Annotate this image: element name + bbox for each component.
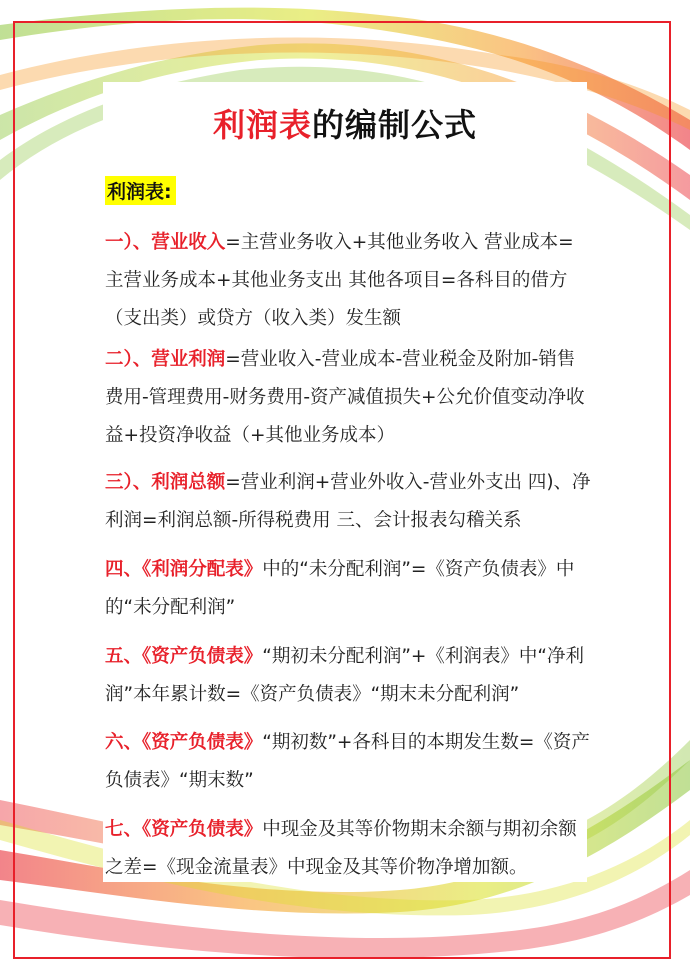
formula-heading: 三）、利润总额 <box>105 472 226 493</box>
formula-heading: 六、《资产负债表》 <box>105 732 263 753</box>
section-label: 利润表: <box>105 176 176 205</box>
formula-text: =营业利润+营业外收入-营业外支出 四)、净利润=利润总额-所得税费用 三、会计报表勾稽关系 <box>105 472 591 531</box>
page-title <box>0 100 690 146</box>
formula-item-6 <box>105 724 591 800</box>
formula-heading: 四、《利润分配表》 <box>105 559 263 580</box>
title-red-part: 利润表 <box>212 106 312 144</box>
formula-item-7 <box>105 811 591 887</box>
formula-item-1 <box>105 224 591 338</box>
formula-text: =营业收入-营业成本-营业税金及附加-销售费用-管理费用-财务费用-资产减值损失+公允价值变动净收益+投资净收益（+其他业务成本） <box>105 349 585 446</box>
formula-text: 中的“未分配利润”=《资产负债表》中的“未分配利润” <box>105 559 575 618</box>
formula-heading: 五、《资产负债表》 <box>105 646 263 667</box>
formula-heading: 二）、营业利润 <box>105 349 226 370</box>
formula-text: 中现金及其等价物期末余额与期初余额之差=《现金流量表》中现金及其等价物净增加额。 <box>105 819 577 878</box>
formula-item-2 <box>105 341 591 455</box>
formula-text: =主营业务收入+其他业务收入 营业成本=主营业务成本+其他业务支出 其他各项目=各科目的借方（支出类）或贷方（收入类）发生额 <box>105 232 574 329</box>
formula-item-3 <box>105 464 591 540</box>
formula-text: “期初数”+各科目的本期发生数=《资产负债表》“期末数” <box>105 732 590 791</box>
formula-text: “期初未分配利润”+《利润表》中“净利润”本年累计数=《资产负债表》“期末未分配利润” <box>105 646 585 705</box>
formula-heading: 一）、营业收入 <box>105 232 226 253</box>
formula-heading: 七、《资产负债表》 <box>105 819 263 840</box>
title-black-part: 的编制公式 <box>312 106 478 144</box>
formula-item-5 <box>105 638 591 714</box>
formula-item-4 <box>105 551 591 627</box>
